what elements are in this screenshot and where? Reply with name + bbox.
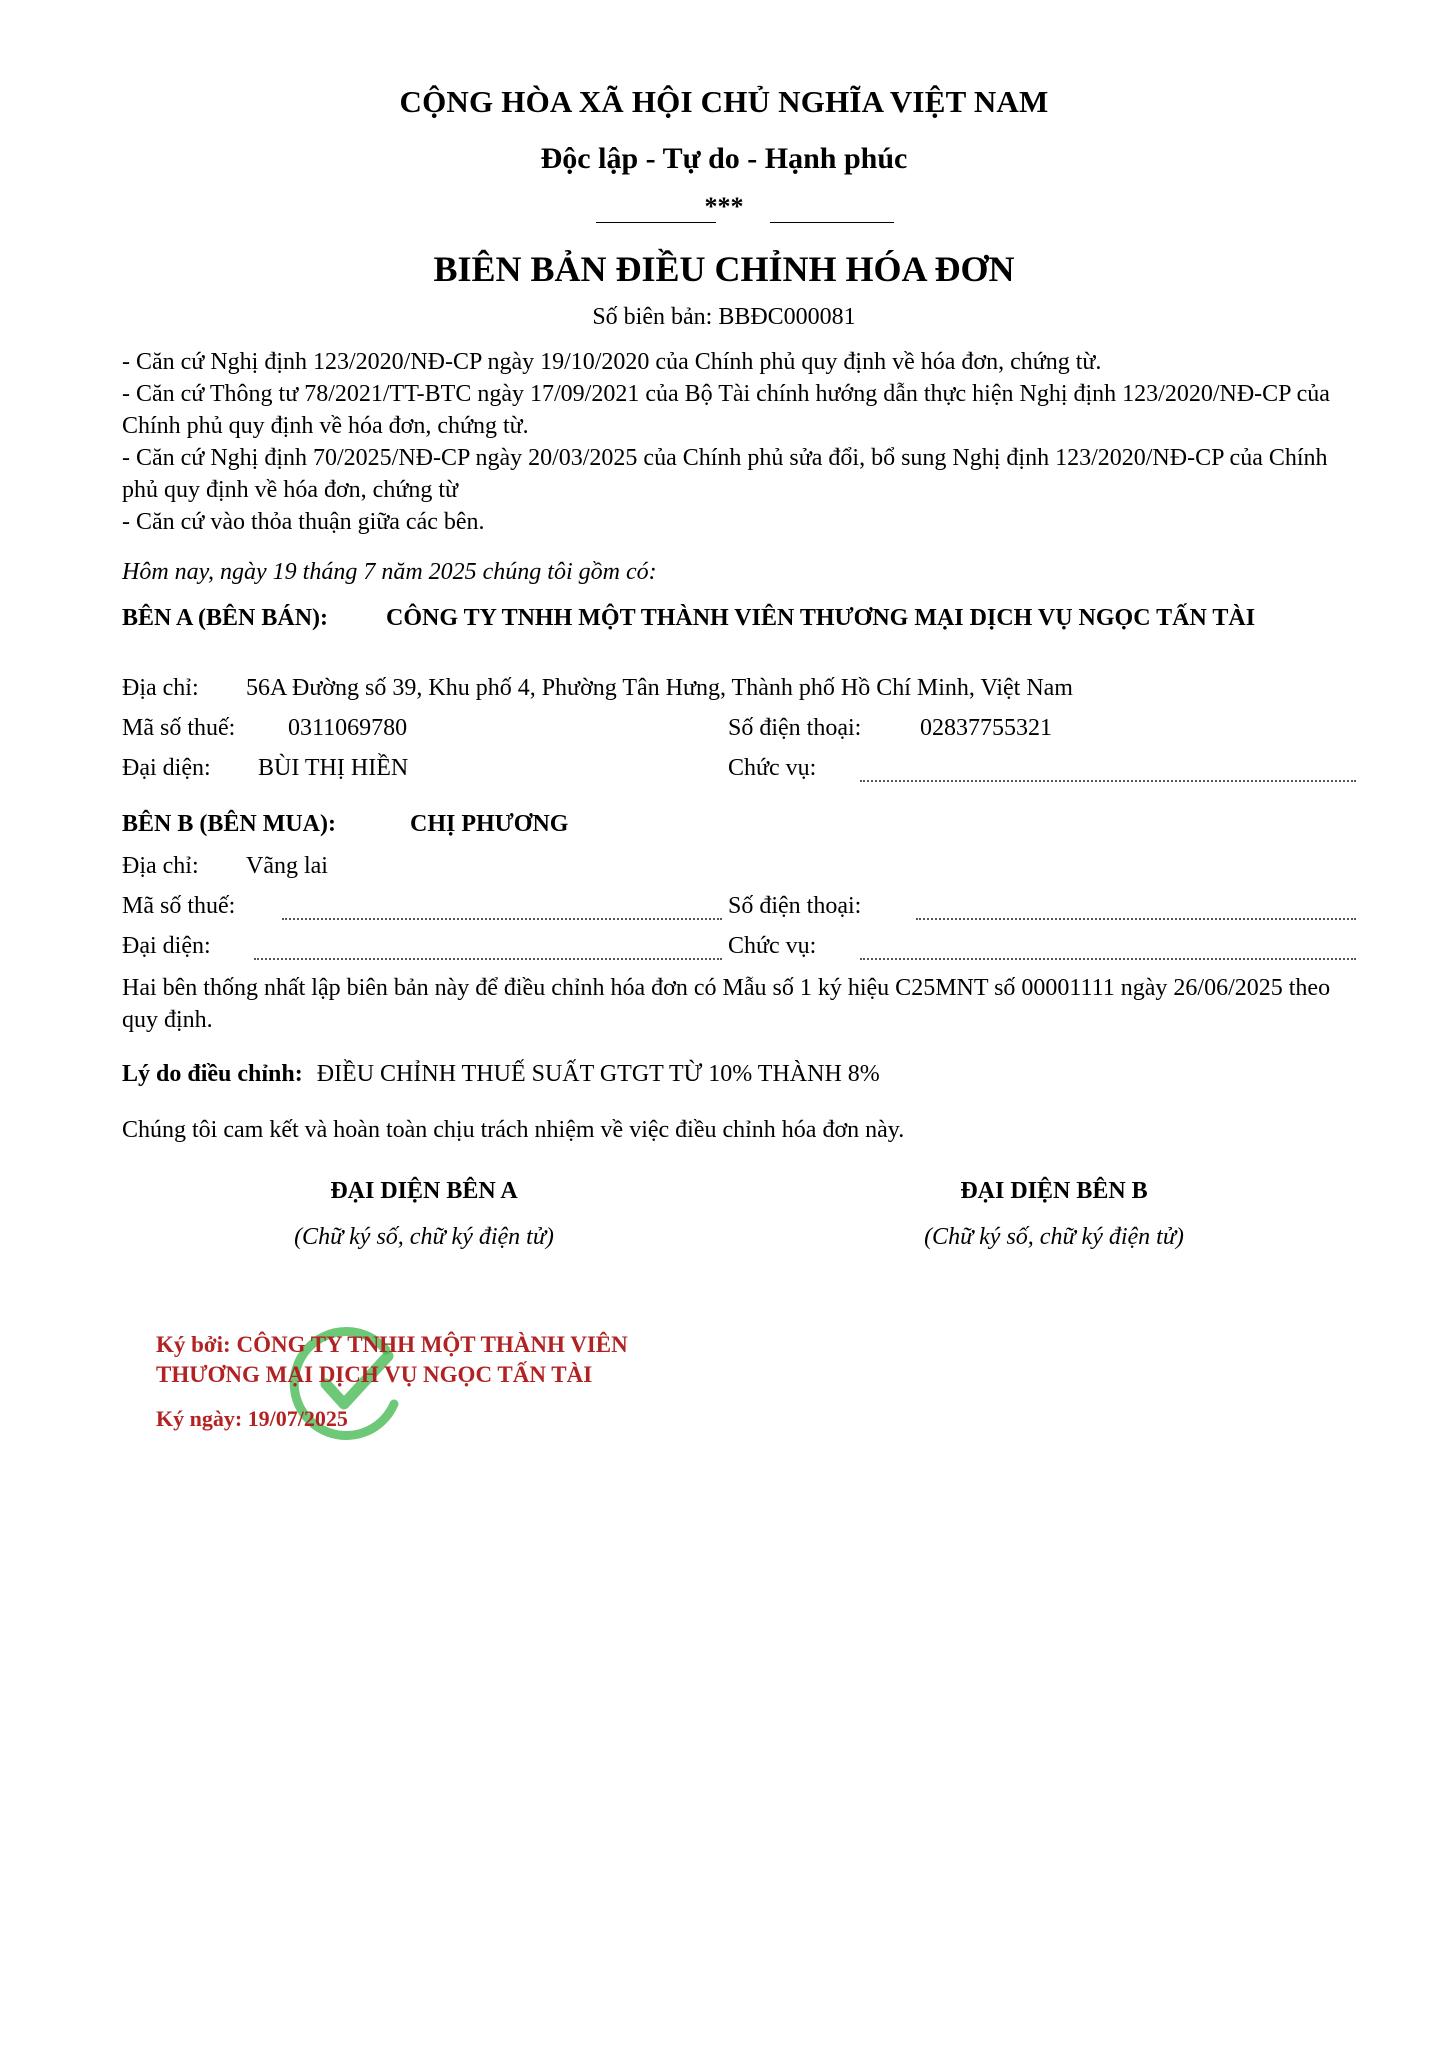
party-a-position-label: Chức vụ: xyxy=(728,755,817,781)
party-b-signature-note: (Chữ ký số, chữ ký điện tử) xyxy=(924,1224,1184,1250)
legal-basis-item: - Căn cứ Nghị định 123/2020/NĐ-CP ngày 19/10/2020 của Chính phủ quy định về hóa đơn, chứng từ. xyxy=(122,349,1102,375)
reason-label: Lý do điều chỉnh: xyxy=(122,1061,303,1087)
party-a-signature-title: ĐẠI DIỆN BÊN A xyxy=(330,1178,518,1204)
party-a-label: BÊN A (BÊN BÁN): xyxy=(122,605,329,631)
today-line: Hôm nay, ngày 19 tháng 7 năm 2025 chúng tôi gồm có: xyxy=(122,559,657,585)
party-b-rep-blank xyxy=(254,958,722,960)
party-b-name: CHỊ PHƯƠNG xyxy=(410,811,569,837)
legal-basis-item: - Căn cứ vào thỏa thuận giữa các bên. xyxy=(122,509,485,535)
commitment-text: Chúng tôi cam kết và hoàn toàn chịu trách nhiệm về việc điều chỉnh hóa đơn này. xyxy=(122,1117,905,1143)
divider-stars: *** xyxy=(704,192,744,221)
party-b-tax-label: Mã số thuế: xyxy=(122,893,236,919)
party-b-position-label: Chức vụ: xyxy=(728,933,817,959)
party-b-signature-title: ĐẠI DIỆN BÊN B xyxy=(960,1178,1148,1204)
document-number-label: Số biên bản: xyxy=(592,304,713,330)
divider-line-right xyxy=(770,222,894,223)
party-b-label: BÊN B (BÊN MUA): xyxy=(122,811,336,837)
document-title: BIÊN BẢN ĐIỀU CHỈNH HÓA ĐƠN xyxy=(433,249,1015,289)
legal-basis-item: - Căn cứ Nghị định 70/2025/NĐ-CP ngày 20/03/2025 của Chính phủ sửa đổi, bổ sung Nghị định 123/2020/NĐ-CP của Chính phủ quy định về hóa đơn, chứng từ xyxy=(122,445,1328,503)
party-b-rep-label: Đại diện: xyxy=(122,933,211,959)
digital-signature-block xyxy=(156,1330,716,1460)
party-a-address-label: Địa chỉ: xyxy=(122,675,199,701)
party-a-address: 56A Đường số 39, Khu phố 4, Phường Tân Hưng, Thành phố Hồ Chí Minh, Việt Nam xyxy=(246,675,1073,701)
national-title: CỘNG HÒA XÃ HỘI CHỦ NGHĨA VIỆT NAM xyxy=(399,84,1049,119)
reason-value: ĐIỀU CHỈNH THUẾ SUẤT GTGT TỪ 10% THÀNH 8% xyxy=(316,1061,880,1087)
party-b-phone-blank xyxy=(916,918,1356,920)
party-a-name: CÔNG TY TNHH MỘT THÀNH VIÊN THƯƠNG MẠI DỊCH VỤ NGỌC TẤN TÀI xyxy=(386,605,1256,631)
party-a-tax-label: Mã số thuế: xyxy=(122,715,236,741)
party-a-rep-label: Đại diện: xyxy=(122,755,211,781)
reason-row xyxy=(122,1058,880,1090)
party-a-phone-label: Số điện thoại: xyxy=(728,715,862,741)
party-b-address: Vãng lai xyxy=(246,853,328,879)
document-number-value: BBĐC000081 xyxy=(718,304,856,330)
party-a-position-blank xyxy=(860,780,1356,782)
party-b-position-blank xyxy=(860,958,1356,960)
party-b-phone-label: Số điện thoại: xyxy=(728,893,862,919)
signed-date-text: Ký ngày: 19/07/2025 xyxy=(156,1406,348,1431)
party-b-tax-blank xyxy=(282,918,722,920)
party-b-address-label: Địa chỉ: xyxy=(122,853,199,879)
legal-basis-list xyxy=(122,346,1352,538)
national-motto: Độc lập - Tự do - Hạnh phúc xyxy=(540,142,908,175)
party-a-representative: BÙI THỊ HIỀN xyxy=(258,755,409,781)
party-a-signature-note: (Chữ ký số, chữ ký điện tử) xyxy=(294,1224,554,1250)
divider-line-left xyxy=(596,222,716,223)
legal-basis-item: - Căn cứ Thông tư 78/2021/TT-BTC ngày 17/09/2021 của Bộ Tài chính hướng dẫn thực hiện Nghị định 123/2020/NĐ-CP của Chính phủ quy định về hóa đơn, chứng từ. xyxy=(122,381,1330,439)
document-number xyxy=(0,304,1448,331)
party-a-tax-code: 0311069780 xyxy=(288,715,408,741)
signed-by-text: Ký bởi: CÔNG TY TNHH MỘT THÀNH VIÊN THƯƠNG MẠI DỊCH VỤ NGỌC TẤN TÀI xyxy=(156,1332,628,1387)
agreement-text: Hai bên thống nhất lập biên bản này để điều chỉnh hóa đơn có Mẫu số 1 ký hiệu C25MNT số 00001111 ngày 26/06/2025 theo quy định. xyxy=(122,975,1331,1033)
header-divider xyxy=(0,188,1448,228)
party-a-phone: 02837755321 xyxy=(920,715,1052,741)
